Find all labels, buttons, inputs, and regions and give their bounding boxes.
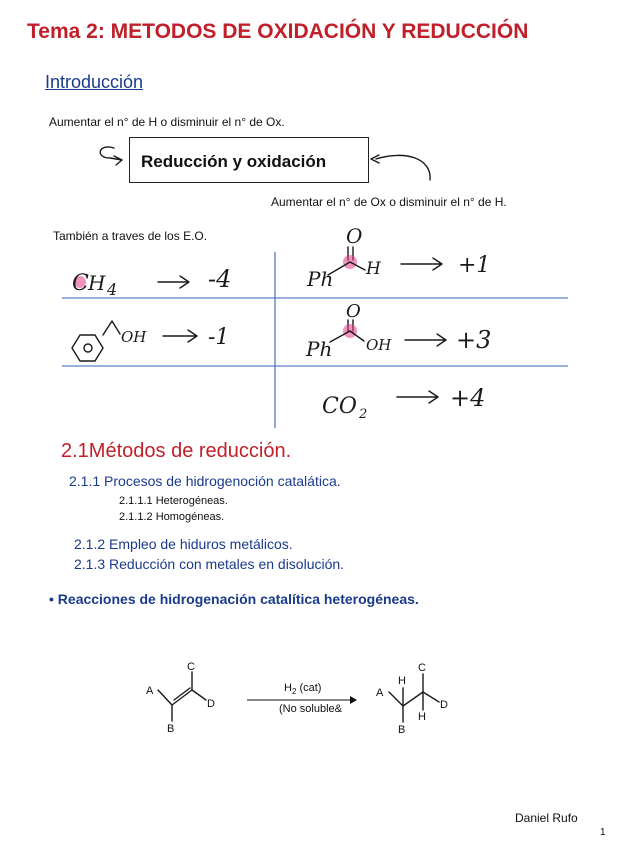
- arrow-icon: [397, 391, 438, 403]
- subsection-2-1-1-2: 2.1.1.2 Homogéneas.: [119, 511, 225, 523]
- ch4-c: C: [72, 271, 89, 296]
- phenyl-label: Ph: [306, 337, 333, 361]
- reaction-scheme: [146, 661, 448, 736]
- arrow-icon: [158, 276, 189, 288]
- acid-oh: OH: [366, 336, 392, 354]
- aldehyde-h: H: [366, 259, 381, 279]
- product-d: D: [440, 699, 448, 711]
- cyclohexane-ring-icon: [72, 335, 103, 361]
- value-plus-1: +1: [458, 253, 491, 278]
- page-title: Tema 2: METODOS DE OXIDACIÓN Y REDUCCIÓN: [27, 20, 529, 43]
- section-title: 2.1Métodos de reducción.: [61, 440, 292, 462]
- intro-line-2: Aumentar el n° de Ox o disminuir el n° de H.: [271, 195, 507, 209]
- page-number: 1: [600, 827, 606, 838]
- bond-lines: [103, 321, 120, 335]
- reactant-b: B: [167, 723, 175, 735]
- hydroxyl-label: OH: [121, 328, 147, 346]
- intro-line-3: También a traves de los E.O.: [53, 229, 208, 243]
- reagent-label: $H_2$ (cat): [284, 682, 322, 696]
- author-name: Daniel Rufo: [515, 811, 578, 825]
- bullet-heading: • Reacciones de hidrogenación catalítica heterogéneas.: [49, 591, 419, 607]
- bond-line: [423, 692, 439, 702]
- reactant-c: C: [187, 661, 195, 673]
- reaction-arrowhead-icon: [350, 696, 357, 704]
- acid-o: O: [346, 301, 361, 322]
- subsection-2-1-1-1: 2.1.1.1 Heterogéneas.: [119, 495, 228, 507]
- bond-line: [192, 690, 206, 700]
- product-h-top: H: [398, 675, 406, 687]
- arrow-icon: [405, 334, 446, 346]
- value-minus-1: -1: [208, 325, 230, 350]
- reagent-note: (No soluble&: [279, 703, 342, 715]
- bond-lines: [328, 262, 365, 275]
- arrow-icon: [401, 258, 442, 270]
- intro-heading: Introducción: [45, 72, 144, 92]
- arrowhead-left-icon: [114, 156, 122, 165]
- aldehyde-o: O: [346, 224, 363, 248]
- concept-box-label: Reducción y oxidación: [141, 152, 327, 171]
- value-minus-4: -4: [208, 265, 232, 293]
- reactant-a: A: [146, 685, 154, 697]
- bond-line: [158, 690, 172, 705]
- value-plus-4: +4: [450, 384, 486, 412]
- arrow-icon: [163, 330, 197, 342]
- ch4-h: H: [88, 271, 106, 295]
- co2-subscript: 2: [359, 407, 368, 422]
- product-h-bottom: H: [418, 711, 426, 723]
- co2-label: CO: [322, 394, 357, 419]
- phenyl-label: Ph: [307, 267, 334, 291]
- product-c: C: [418, 662, 426, 674]
- subsection-2-1-1: 2.1.1 Procesos de hidrogenoción catalática.: [69, 473, 341, 489]
- subsection-2-1-3: 2.1.3 Reducción con metales en disolución.: [74, 556, 345, 572]
- intro-line-1: Aumentar el n° de H o disminuir el n° de Ox.: [49, 115, 285, 129]
- product-a: A: [376, 687, 384, 699]
- bond-line: [389, 692, 403, 706]
- curved-arrow-right-icon: [376, 155, 430, 180]
- ring-inner-icon: [84, 344, 92, 352]
- ch4-subscript: 4: [107, 280, 118, 299]
- value-plus-3: +3: [456, 326, 492, 354]
- product-b: B: [398, 724, 406, 736]
- reactant-d: D: [207, 698, 215, 710]
- double-bond-line: [172, 690, 192, 705]
- bond-line: [403, 692, 423, 706]
- subsection-2-1-2: 2.1.2 Empleo de hiduros metálicos.: [74, 536, 293, 552]
